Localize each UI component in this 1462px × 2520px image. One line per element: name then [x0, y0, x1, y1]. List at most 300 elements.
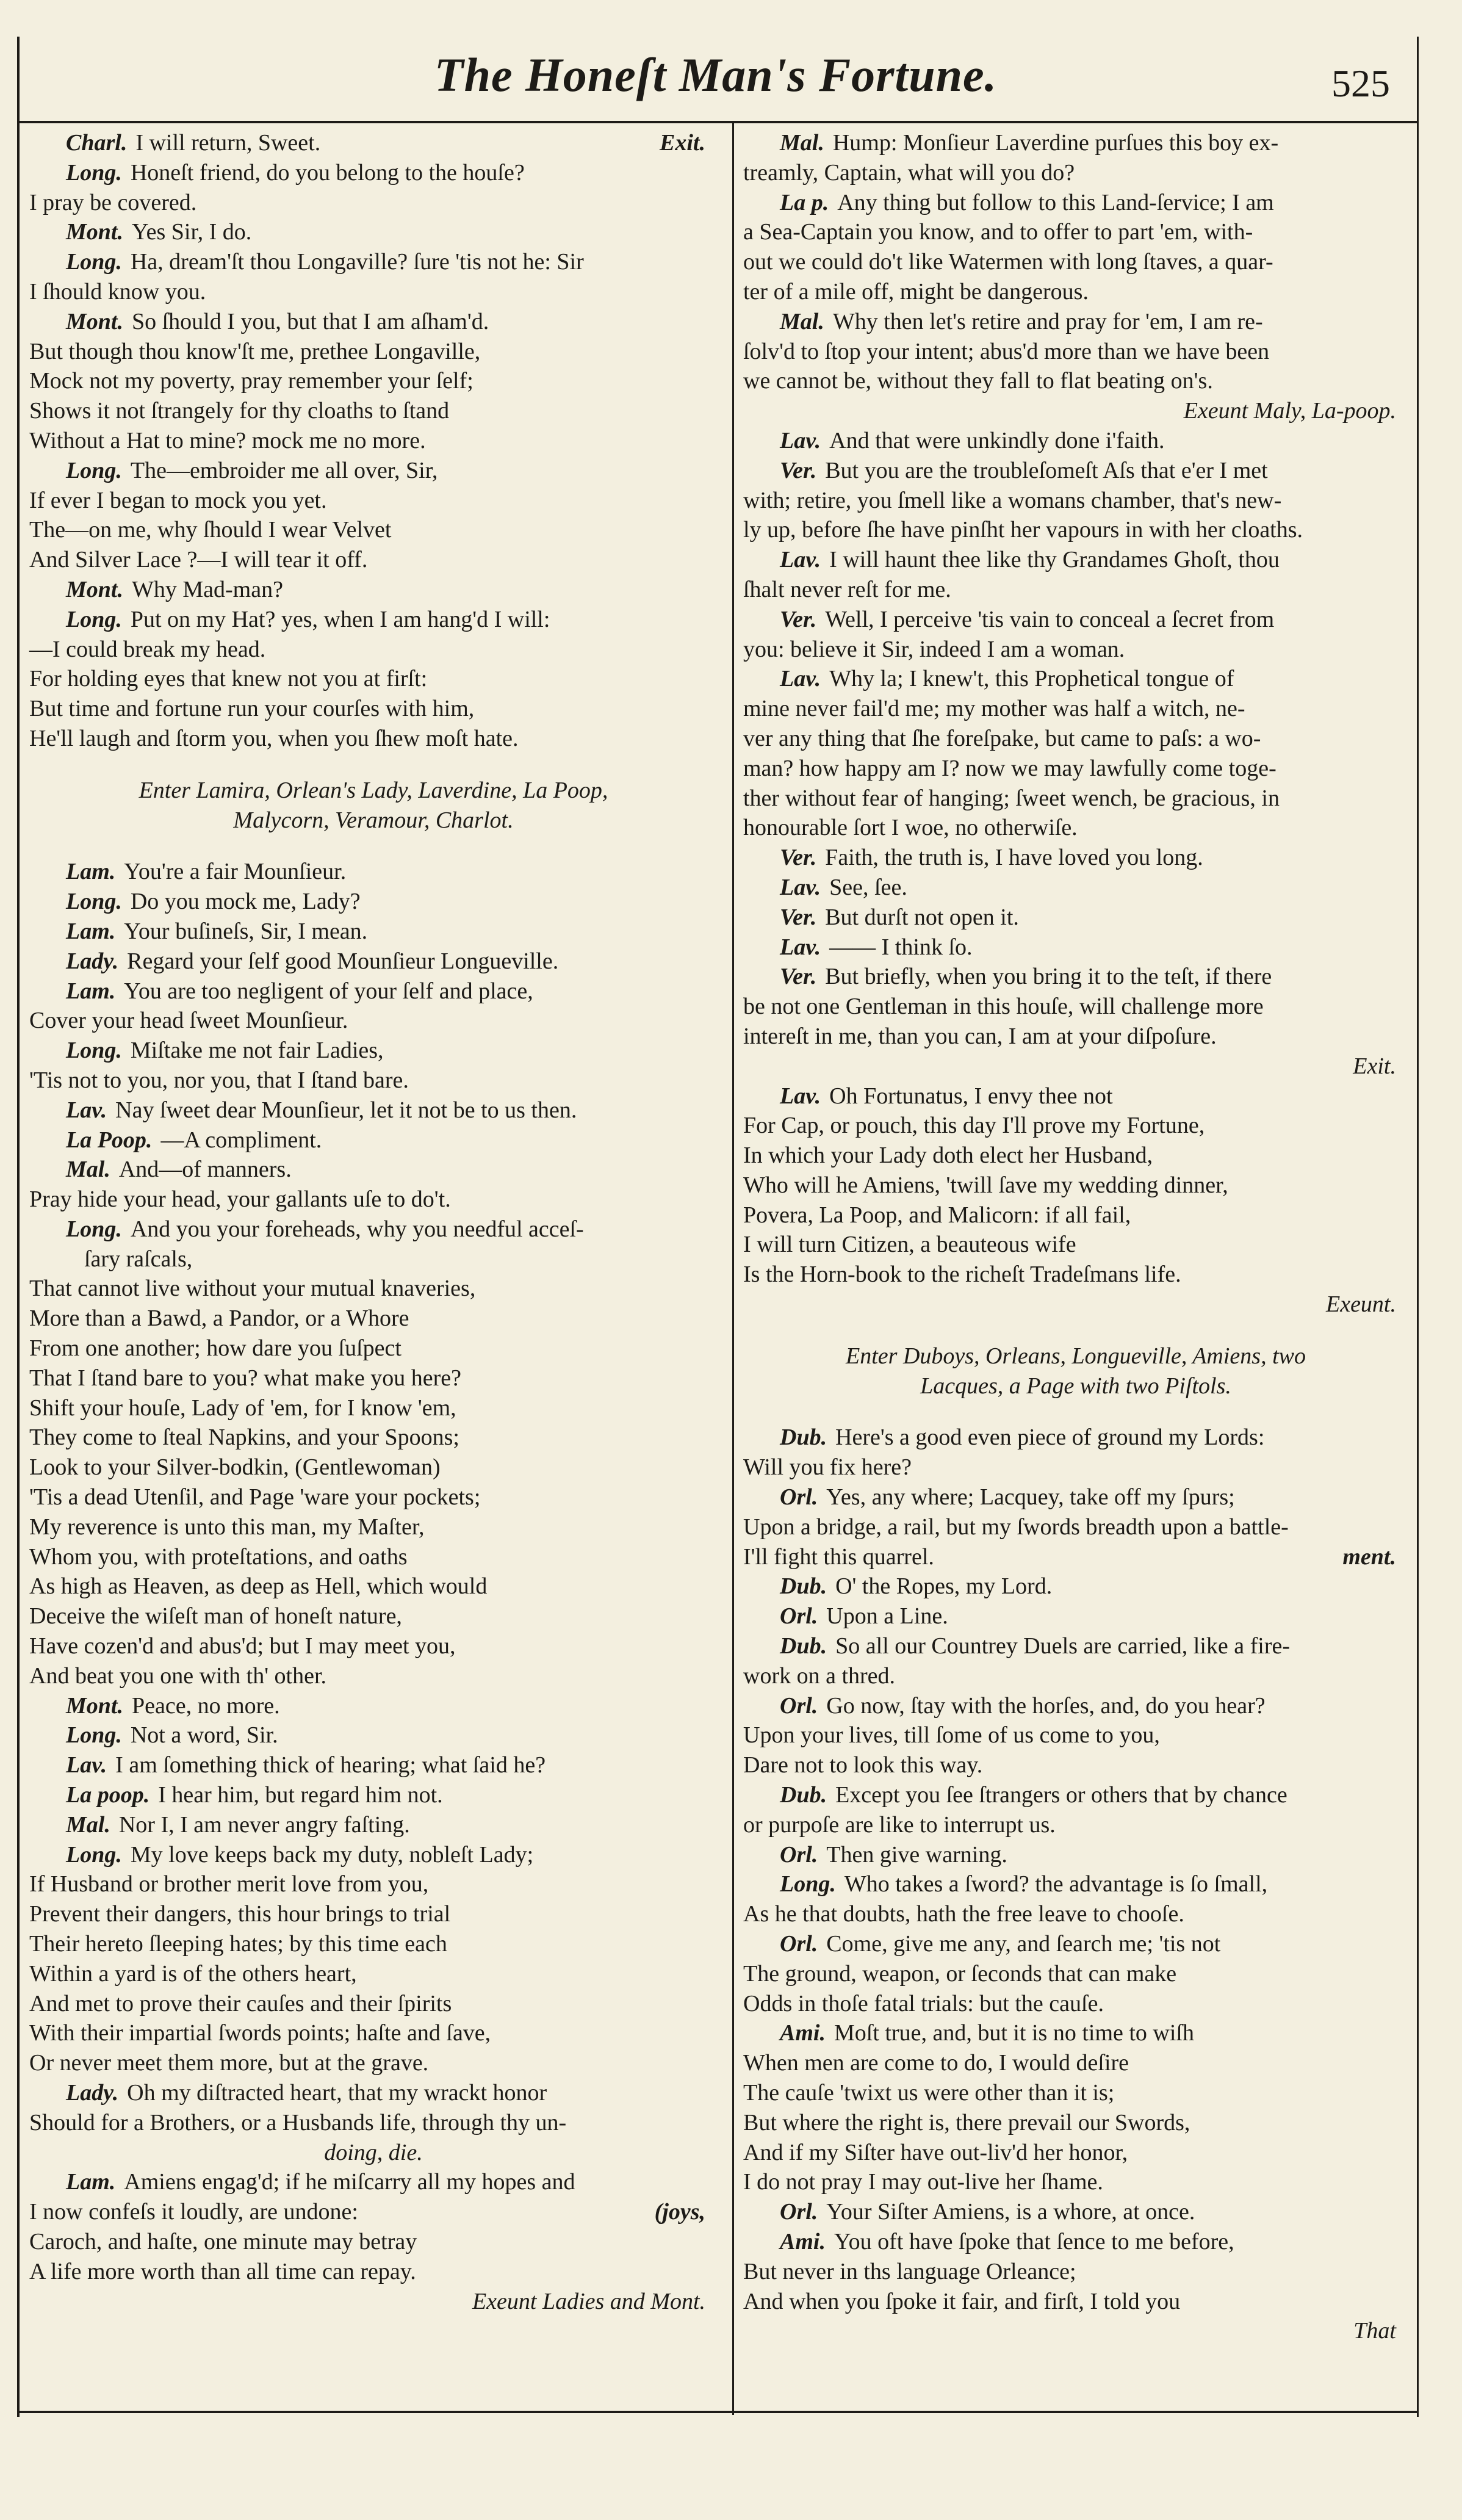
line-text: Well, I perceive 'tis vain to conceal a ſecret from: [825, 606, 1275, 632]
line-text: ther without fear of hanging; ſweet wench, be gracious, in: [743, 785, 1280, 811]
line-text: But where the right is, there prevail our Swords,: [743, 2109, 1190, 2136]
line-text: Look to your Silver-bodkin, (Gentlewoman): [29, 1454, 441, 1481]
line-text: Odds in thoſe fatal trials: but the cauſe.: [743, 1990, 1104, 2016]
line-text: From one another; how dare you ſuſpect: [29, 1335, 402, 1362]
line-text: Their hereto ſleeping hates; by this time each: [29, 1931, 447, 1957]
line-text: You are too negligent of your ſelf and place,: [124, 978, 533, 1004]
line-text: And when you ſpoke it fair, and firſt, I told you: [743, 2288, 1181, 2314]
line-text: Miſtake me not fair Ladies,: [130, 1038, 384, 1064]
line-text: Without a Hat to mine? mock me no more.: [29, 427, 426, 453]
line-text: And beat you one with th' other.: [29, 1663, 327, 1689]
line-text: Come, give me any, and ſearch me; 'tis not: [826, 1931, 1221, 1957]
text-line: [29, 426, 718, 456]
line-text: Within a yard is of the others heart,: [29, 1960, 357, 1987]
line-text: I pray be covered.: [29, 189, 197, 215]
text-line: [29, 337, 718, 367]
line-text: ver any thing that ſhe foreſpake, but came to paſs: a wo-: [743, 725, 1261, 751]
text-line: [743, 813, 1408, 843]
text-line: [743, 635, 1408, 665]
speaker-name: Dub.: [780, 1424, 827, 1451]
line-text: Why then let's retire and pray for 'em, I am re-: [832, 308, 1263, 334]
speaker-name: Lav.: [780, 934, 821, 960]
speaker-name: Orl.: [780, 1841, 818, 1868]
speaker-name: La poop.: [66, 1782, 150, 1808]
line-text: Pray hide your head, your gallants uſe to do't.: [29, 1186, 451, 1213]
speaker-name: Mont.: [66, 1692, 123, 1719]
text-line: [743, 1453, 1408, 1482]
column-divider: [732, 123, 734, 2415]
text-line: [29, 188, 718, 218]
text-line: [29, 887, 718, 917]
line-text: out we could do't like Watermen with long ſtaves, a quar-: [743, 249, 1273, 275]
line-spacer: [29, 754, 718, 776]
line-text: —I could break my head.: [29, 636, 266, 662]
text-line: [743, 1290, 1408, 1320]
line-text: But though thou know'ſt me, prethee Longaville,: [29, 338, 481, 364]
line-text: Shift your houſe, Lady of 'em, for I know 'em,: [29, 1395, 456, 1421]
line-text: be not one Gentleman in this houſe, will challenge more: [743, 994, 1264, 1020]
line-text: And Silver Lace ?—I will tear it off.: [29, 547, 368, 573]
text-line: [29, 396, 718, 426]
line-text: Lacques, a Page with two Piſtols.: [920, 1373, 1231, 1399]
text-line: [29, 217, 718, 247]
line-text: Exeunt.: [1325, 1291, 1396, 1318]
speaker-name: Mal.: [780, 308, 824, 334]
speaker-name: Ver.: [780, 964, 817, 990]
text-line: [29, 1601, 718, 1631]
speaker-name: Mal.: [66, 1157, 110, 1183]
line-text: Will you fix here?: [743, 1454, 912, 1481]
line-text: Moſt true, and, but it is no time to wiſh: [834, 2020, 1194, 2046]
text-line: [29, 247, 718, 277]
page-header: [17, 37, 1414, 128]
line-text: Malycorn, Veramour, Charlot.: [233, 807, 514, 833]
text-line: [29, 2108, 718, 2138]
line-text: But you are the troubleſomeſt Aſs that e'er I met: [825, 457, 1268, 483]
text-line: [29, 1959, 718, 1989]
speaker-name: Dub.: [780, 1573, 827, 1600]
line-text: ſolv'd to ſtop your intent; abus'd more than we have been: [743, 338, 1270, 364]
line-text: I ſhould know you.: [29, 278, 206, 305]
line-text: Ha, dream'ſt thou Longaville? ſure 'tis not he: Sir: [130, 249, 584, 275]
line-text: mine never fail'd me; my mother was half a witch, ne-: [743, 696, 1245, 722]
line-text: I will turn Citizen, a beauteous wife: [743, 1232, 1076, 1258]
left-column: [29, 128, 718, 2316]
speaker-name: Lav.: [780, 666, 821, 692]
text-line: [743, 1171, 1408, 1200]
text-line: [29, 1512, 718, 1542]
text-line: [29, 545, 718, 575]
text-line: [743, 545, 1408, 575]
speaker-name: Orl.: [780, 1484, 818, 1511]
speaker-name: Dub.: [780, 1633, 827, 1659]
line-text: ſary raſcals,: [84, 1246, 193, 1272]
line-text: Amiens engag'd; if he miſcarry all my hopes and: [124, 2169, 575, 2195]
line-text: 'Tis a dead Utenſil, and Page 'ware your pockets;: [29, 1484, 481, 1511]
speaker-name: Lav.: [780, 874, 821, 900]
text-line: [29, 1899, 718, 1929]
line-text: A life more worth than all time can repay.: [29, 2258, 416, 2284]
text-line: [743, 2197, 1408, 2227]
text-line: [743, 605, 1408, 635]
line-text: Dare not to look this way.: [743, 1752, 983, 1778]
line-text: Yes, any where; Lacquey, take off my ſpurs;: [826, 1484, 1235, 1511]
line-text: Why Mad-man?: [131, 576, 283, 602]
text-line: [743, 2018, 1408, 2048]
text-line: [29, 277, 718, 307]
text-line: [29, 1869, 718, 1899]
text-line: [29, 2257, 718, 2287]
line-text: They come to ſteal Napkins, and your Spoons;: [29, 1424, 459, 1451]
speaker-name: Long.: [66, 1841, 122, 1868]
speaker-name: Ver.: [780, 457, 817, 483]
text-line: [743, 754, 1408, 784]
text-line: [29, 977, 718, 1006]
line-text: But briefly, when you bring it to the teſt, if there: [825, 964, 1272, 990]
text-line: [743, 1989, 1408, 2019]
text-line: [29, 1096, 718, 1125]
line-text: ter of a mile off, might be dangerous.: [743, 278, 1089, 305]
text-line: [29, 1334, 718, 1363]
speaker-name: Orl.: [780, 1603, 818, 1630]
line-text: O' the Ropes, my Lord.: [835, 1573, 1053, 1600]
line-text: Here's a good even piece of ground my Lords:: [835, 1424, 1265, 1451]
text-line: [29, 1185, 718, 1215]
line-text: intereſt in me, than you can, I am at your diſpoſure.: [743, 1023, 1217, 1049]
line-text: Enter Duboys, Orleans, Longueville, Amiens, two: [846, 1343, 1306, 1369]
text-line: [743, 1691, 1408, 1721]
text-line: [743, 515, 1408, 545]
line-text: But time and fortune run your courſes with him,: [29, 696, 475, 722]
stage-direction: [743, 1341, 1408, 1371]
speaker-name: Lady.: [66, 948, 119, 974]
line-text: Prevent their dangers, this hour brings to trial: [29, 1901, 451, 1927]
text-line: [743, 1869, 1408, 1899]
line-text: Whom you, with proteſtations, and oaths: [29, 1543, 408, 1570]
text-line: [29, 1155, 718, 1185]
line-text: honourable ſort I woe, no otherwiſe.: [743, 815, 1078, 841]
text-line: [743, 1512, 1408, 1542]
text-line: [743, 1572, 1408, 1601]
line-text: —A compliment.: [160, 1127, 322, 1153]
speaker-name: Lav.: [66, 1752, 107, 1778]
text-line: [29, 2197, 718, 2227]
text-line: [743, 1052, 1408, 1081]
text-line: [743, 2167, 1408, 2197]
text-line: [29, 2078, 718, 2108]
text-line: [743, 1230, 1408, 1260]
text-line: [29, 1780, 718, 1810]
text-line: [743, 1661, 1408, 1691]
speaker-name: Long.: [66, 159, 122, 186]
line-text: The—on me, why ſhould I wear Velvet: [29, 517, 392, 543]
text-line: [743, 1840, 1408, 1870]
text-line: [29, 2018, 718, 2048]
text-line: [743, 426, 1408, 456]
line-text: For Cap, or pouch, this day I'll prove my Fortune,: [743, 1113, 1205, 1139]
text-line: [29, 1036, 718, 1066]
header-rule: [17, 121, 1417, 123]
text-line: [29, 158, 718, 188]
line-spacer: [743, 1320, 1408, 1341]
text-line: [29, 1215, 718, 1244]
text-line: [743, 2078, 1408, 2108]
margin-tag: ment.: [1342, 1543, 1396, 1570]
line-text: I do not pray I may out-live her ſhame.: [743, 2169, 1103, 2195]
speaker-name: Lav.: [66, 1097, 107, 1123]
text-line: [743, 2227, 1408, 2257]
line-text: or purpoſe are like to interrupt us.: [743, 1811, 1056, 1838]
line-text: For holding eyes that knew not you at firſt:: [29, 666, 428, 692]
text-line: [29, 1423, 718, 1453]
text-line: [743, 1482, 1408, 1512]
speaker-name: Ami.: [780, 2228, 826, 2255]
text-line: [743, 366, 1408, 396]
text-line: [29, 1840, 718, 1870]
line-text: Who takes a ſword? the advantage is ſo ſmall,: [844, 1871, 1268, 1897]
line-text: Upon a bridge, a rail, but my ſwords breadth upon a battle-: [743, 1514, 1289, 1540]
speaker-name: Lam.: [66, 978, 116, 1004]
speaker-name: Orl.: [780, 1931, 818, 1957]
text-line: [743, 1929, 1408, 1959]
text-line: [743, 694, 1408, 724]
speaker-name: Long.: [66, 457, 122, 483]
line-text: Not a word, Sir.: [130, 1722, 278, 1749]
line-text: My reverence is unto this man, my Maſter,: [29, 1514, 425, 1540]
line-text: That: [1353, 2318, 1396, 2344]
line-text: My love keeps back my duty, nobleſt Lady;: [130, 1841, 534, 1868]
text-line: [743, 217, 1408, 247]
line-text: Mock not my poverty, pray remember your ſelf;: [29, 368, 474, 394]
text-line: [29, 456, 718, 486]
line-spacer: [29, 835, 718, 857]
margin-tag: (joys,: [654, 2199, 705, 2225]
text-line: [29, 1393, 718, 1423]
line-text: you: believe it Sir, indeed I am a woman.: [743, 636, 1125, 662]
text-line: [743, 247, 1408, 277]
text-line: [743, 2257, 1408, 2287]
text-line: [29, 694, 718, 724]
text-line: [29, 366, 718, 396]
line-text: Povera, La Poop, and Malicorn: if all fail,: [743, 1202, 1131, 1228]
line-text: Oh Fortunatus, I envy thee not: [829, 1083, 1113, 1109]
line-text: As he that doubts, hath the free leave to chooſe.: [743, 1901, 1184, 1927]
line-text: Shows it not ſtrangely for thy cloaths to ſtand: [29, 398, 450, 424]
text-line: [29, 1750, 718, 1780]
line-text: As high as Heaven, as deep as Hell, which would: [29, 1573, 488, 1600]
line-text: When men are come to do, I would deſire: [743, 2050, 1129, 2076]
line-text: See, ſee.: [829, 874, 907, 900]
line-text: And met to prove their cauſes and their ſpirits: [29, 1990, 452, 2016]
text-line: [743, 962, 1408, 992]
text-line: [743, 1111, 1408, 1141]
text-line: [743, 2316, 1408, 2346]
text-line: [743, 1022, 1408, 1052]
text-line: [29, 1929, 718, 1959]
line-text: In which your Lady doth elect her Husband,: [743, 1143, 1153, 1169]
line-text: He'll laugh and ſtorm you, when you ſhew moſt hate.: [29, 725, 519, 751]
line-text: The ground, weapon, or ſeconds that can make: [743, 1960, 1177, 1987]
text-line: [743, 1750, 1408, 1780]
line-text: Why la; I knew't, this Prophetical tongue of: [829, 666, 1234, 692]
text-line: [29, 1572, 718, 1601]
text-line: [29, 307, 718, 337]
text-line: [743, 2108, 1408, 2138]
text-line: [743, 1542, 1408, 1572]
text-line: [29, 1691, 718, 1721]
text-line: [743, 1141, 1408, 1171]
text-line: [743, 486, 1408, 516]
line-text: I will return, Sweet.: [135, 130, 321, 156]
line-text: And if my Siſter have out-liv'd her honor,: [743, 2139, 1128, 2165]
speaker-name: Charl.: [66, 130, 128, 156]
speaker-name: Long.: [66, 1722, 122, 1749]
stage-direction: [743, 1371, 1408, 1401]
text-line: [29, 1989, 718, 2019]
speaker-name: Orl.: [780, 1692, 818, 1719]
text-line: [743, 456, 1408, 486]
text-line: [743, 1959, 1408, 1989]
text-line: [743, 1200, 1408, 1230]
text-line: [29, 635, 718, 665]
line-text: Your buſineſs, Sir, I mean.: [124, 918, 368, 944]
line-text: work on a thred.: [743, 1663, 896, 1689]
page-number: 525: [1331, 62, 1390, 105]
line-text: ly up, before ſhe have pinſht her vapours in with her cloaths.: [743, 517, 1303, 543]
text-line: [743, 664, 1408, 694]
stage-direction: [29, 776, 718, 806]
line-text: Yes Sir, I do.: [131, 219, 252, 245]
line-text: Honeſt friend, do you belong to the houſe?: [130, 159, 525, 186]
text-line: [29, 2048, 718, 2078]
line-text: Nay ſweet dear Mounſieur, let it not be to us then.: [115, 1097, 577, 1123]
line-text: Except you ſee ſtrangers or others that by chance: [835, 1782, 1287, 1808]
text-line: [29, 1244, 718, 1274]
speaker-name: Long.: [66, 1216, 122, 1242]
line-text: Exit.: [1353, 1053, 1396, 1079]
line-text: Deceive the wiſeſt man of honeſt nature,: [29, 1603, 402, 1630]
line-text: Exeunt Ladies and Mont.: [472, 2288, 705, 2314]
text-line: [29, 486, 718, 516]
text-line: [29, 2227, 718, 2257]
line-text: treamly, Captain, what will you do?: [743, 159, 1075, 186]
speaker-name: Lav.: [780, 427, 821, 453]
text-line: [743, 575, 1408, 605]
line-text: I hear him, but regard him not.: [158, 1782, 443, 1808]
text-line: [743, 1081, 1408, 1111]
text-line: [743, 1260, 1408, 1290]
text-line: [743, 2287, 1408, 2317]
speaker-name: Ver.: [780, 606, 817, 632]
text-line: [743, 724, 1408, 754]
line-text: ſhalt never reſt for me.: [743, 576, 951, 602]
speaker-name: Long.: [66, 606, 122, 632]
speaker-name: Mont.: [66, 219, 123, 245]
text-line: [29, 1810, 718, 1840]
line-text: Peace, no more.: [131, 1692, 280, 1719]
line-text: More than a Bawd, a Pandor, or a Whore: [29, 1305, 409, 1332]
text-line: [29, 947, 718, 977]
text-line: [29, 917, 718, 947]
right-column: [743, 128, 1408, 2346]
speaker-name: Lam.: [66, 2169, 116, 2195]
text-line: [743, 1810, 1408, 1840]
line-text: If Husband or brother merit love from you,: [29, 1871, 429, 1897]
line-text: Oh my diſtracted heart, that my wrackt honor: [127, 2080, 547, 2106]
text-line: [29, 1304, 718, 1334]
text-line: [743, 1780, 1408, 1810]
text-line: [743, 2048, 1408, 2078]
text-line: [743, 992, 1408, 1022]
text-line: [29, 1066, 718, 1096]
text-line: [743, 1720, 1408, 1750]
line-text: If ever I began to mock you yet.: [29, 487, 327, 513]
text-line: [743, 2138, 1408, 2168]
line-text: You oft have ſpoke that ſence to me before,: [834, 2228, 1234, 2255]
text-line: [29, 1631, 718, 1661]
line-text: —— I think ſo.: [829, 934, 973, 960]
line-text: The cauſe 'twixt us were other than it is;: [743, 2080, 1115, 2106]
line-text: man? how happy am I? now we may lawfully come toge-: [743, 755, 1277, 781]
line-text: Have cozen'd and abus'd; but I may meet you,: [29, 1633, 456, 1659]
text-line: [29, 724, 718, 754]
text-line: [29, 2287, 718, 2317]
speaker-name: Ver.: [780, 904, 817, 930]
speaker-name: Mont.: [66, 576, 123, 602]
line-text: Your Siſter Amiens, is a whore, at once.: [826, 2199, 1195, 2225]
line-text: Caroch, and haſte, one minute may betray: [29, 2228, 417, 2255]
line-text: The—embroider me all over, Sir,: [130, 457, 438, 483]
line-text: Upon your lives, till ſome of us come to you,: [743, 1722, 1160, 1749]
text-line: [29, 664, 718, 694]
text-line: [743, 784, 1408, 814]
line-text: Go now, ſtay with the horſes, and, do you hear?: [826, 1692, 1266, 1719]
line-spacer: [743, 1401, 1408, 1423]
line-text: I am ſomething thick of hearing; what ſaid he?: [115, 1752, 546, 1778]
speaker-name: Mal.: [780, 130, 824, 156]
margin-tag: Exit.: [660, 130, 705, 156]
line-text: So ſhould I you, but that I am aſham'd.: [131, 308, 489, 334]
line-text: I now confeſs it loudly, are undone:: [29, 2199, 358, 2225]
speaker-name: Lav.: [780, 547, 821, 573]
text-line: [743, 1899, 1408, 1929]
text-line: [743, 158, 1408, 188]
text-line: [29, 1453, 718, 1482]
text-line: [29, 2167, 718, 2197]
line-text: Put on my Hat? yes, when I am hang'd I will:: [130, 606, 550, 632]
speaker-name: Mont.: [66, 308, 123, 334]
line-text: And you your foreheads, why you needful acceſ-: [130, 1216, 584, 1242]
speaker-name: Long.: [780, 1871, 836, 1897]
text-line: [29, 128, 718, 158]
line-text: And that were unkindly done i'faith.: [829, 427, 1165, 453]
text-line: [29, 1006, 718, 1036]
line-text: we cannot be, without they fall to flat beating on's.: [743, 368, 1213, 394]
line-text: Exeunt Maly, La-poop.: [1183, 398, 1396, 424]
speaker-name: La Poop.: [66, 1127, 153, 1153]
line-text: That I ſtand bare to you? what make you here?: [29, 1365, 461, 1391]
text-line: [29, 1542, 718, 1572]
text-line: [29, 857, 718, 887]
line-text: Cover your head ſweet Mounſieur.: [29, 1008, 348, 1034]
line-text: Should for a Brothers, or a Husbands life, through thy un-: [29, 2109, 567, 2136]
line-text: I'll fight this quarrel.: [743, 1543, 934, 1570]
line-text: 'Tis not to you, nor you, that I ſtand bare.: [29, 1067, 409, 1093]
speaker-name: Lady.: [66, 2080, 119, 2106]
line-text: Or never meet them more, but at the grave.: [29, 2050, 429, 2076]
text-line: [29, 515, 718, 545]
text-line: [29, 1720, 718, 1750]
